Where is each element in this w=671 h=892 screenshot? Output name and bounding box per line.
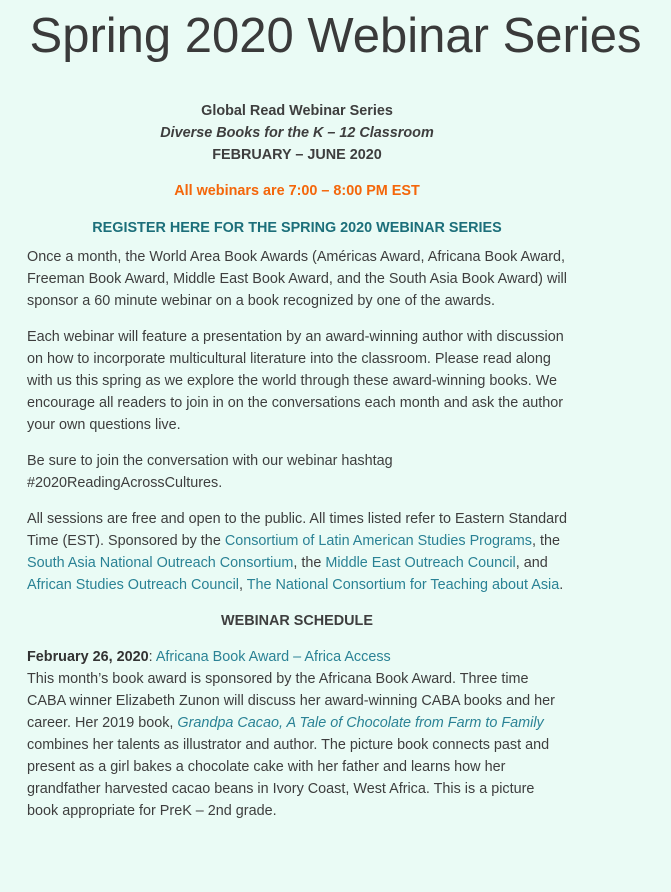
schedule-heading: WEBINAR SCHEDULE: [221, 613, 373, 629]
sponsors-sep-4: ,: [238, 577, 247, 593]
schedule-entry: [27, 646, 567, 822]
page-title: Spring 2020 Webinar Series: [29, 9, 642, 63]
main-content: [27, 100, 567, 822]
entry-text-2: combines her talents as illustrator and author. The picture book connects past and present as a girl bakes a chocolate cake with her father and learns how her grandfather harvested cacao beans in Ivory Coast, West Africa. This is a picture book appropriate for PreK – 2nd grade.: [27, 737, 550, 819]
middle-east-council-link[interactable]: Middle East Outreach Council: [325, 555, 516, 571]
feature-paragraph: Each webinar will feature a presentation by an award-winning author with discussion on how to incorporate multicultural literature into the classroom. Please read along with us this spring as we explore the world through these award-winning books. We encourage all readers to join in on the conversations each month and ask the author your own questions live.: [27, 329, 564, 433]
sponsors-paragraph: [27, 508, 567, 596]
hashtag-paragraph: Be sure to join the conversation with our webinar hashtag #2020ReadingAcrossCultures.: [27, 453, 393, 491]
africana-award-link[interactable]: Africana Book Award – Africa Access: [155, 649, 391, 665]
sponsors-sep-1: , the: [531, 533, 560, 549]
sponsors-sep-2: , the: [293, 555, 326, 571]
time-notice: All webinars are 7:00 – 8:00 PM EST: [174, 183, 420, 199]
series-subtitle: Diverse Books for the K – 12 Classroom: [160, 125, 434, 141]
african-studies-council-link[interactable]: African Studies Outreach Council: [27, 577, 239, 593]
entry-date: February 26, 2020: [27, 649, 149, 665]
book-link[interactable]: Grandpa Cacao, A Tale of Chocolate from Farm to Family: [177, 715, 544, 731]
sponsors-end: .: [559, 577, 564, 593]
register-link[interactable]: REGISTER HERE FOR THE SPRING 2020 WEBINAR SERIES: [92, 220, 502, 236]
clasp-link[interactable]: Consortium of Latin American Studies Programs: [224, 533, 532, 549]
series-name: Global Read Webinar Series: [201, 103, 393, 119]
sponsors-intro: All sessions are free and open to the public. All times listed refer to Eastern Standard Time (EST). Sponsored by the: [27, 511, 567, 549]
entry-text-1: This month’s book award is sponsored by the Africana Book Award. Three time CABA winner Elizabeth Zunon will discuss her award-winning CABA books and her career. Her 2019 book,: [27, 671, 555, 731]
ncta-link[interactable]: The National Consortium for Teaching about Asia: [246, 577, 560, 593]
entry-date-sep: :: [148, 649, 156, 665]
intro-paragraph: Once a month, the World Area Book Awards (Américas Award, Africana Book Award, Freeman Book Award, Middle East Book Award, and the South Asia Book Award) will sponsor a 60 minute webinar on a book recognized by one of the awards.: [27, 249, 567, 309]
sponsors-sep-3: , and: [515, 555, 548, 571]
south-asia-consortium-link[interactable]: South Asia National Outreach Consortium: [27, 555, 294, 571]
series-dates: FEBRUARY – JUNE 2020: [212, 147, 382, 163]
series-header: [27, 100, 567, 166]
